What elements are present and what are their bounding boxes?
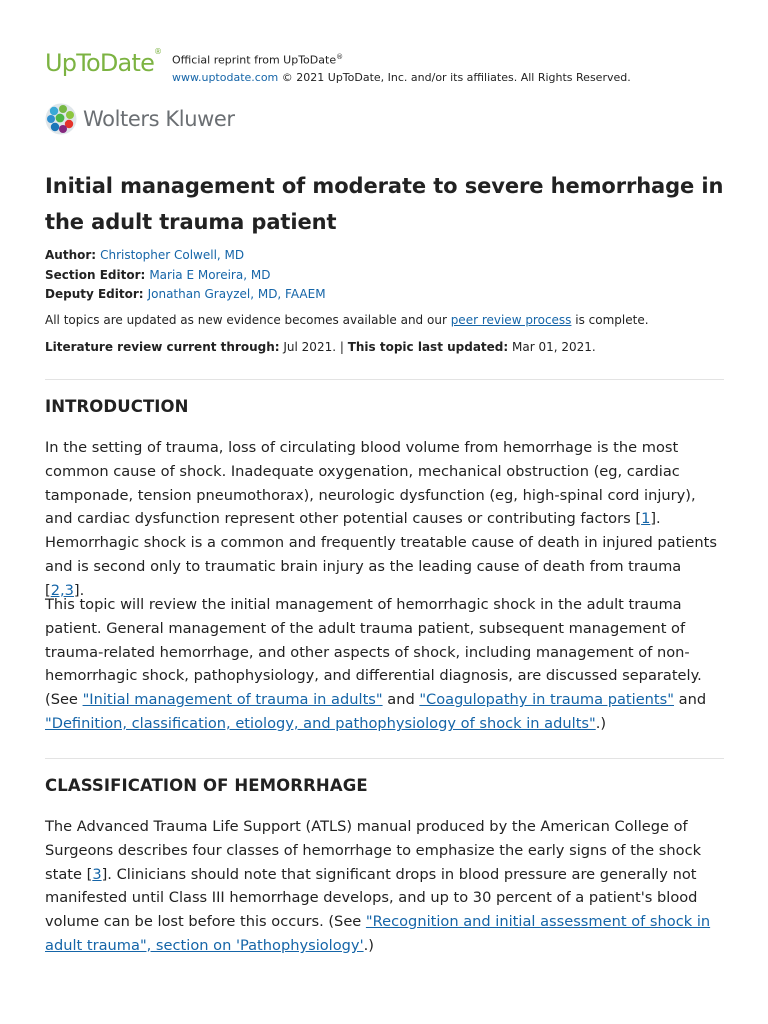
wolters-kluwer-mark-icon — [45, 103, 77, 135]
peer-review-link[interactable]: peer review process — [450, 313, 572, 327]
classification-heading: CLASSIFICATION OF HEMORRHAGE — [45, 776, 368, 795]
author-label: Author: — [45, 248, 97, 262]
copyright-text: © 2021 UpToDate, Inc. and/or its affiliates. All Rights Reserved. — [278, 70, 631, 84]
section-editor-row — [45, 266, 326, 286]
lit-review-label: Literature review current through: — [45, 340, 280, 354]
reprint-info — [172, 49, 631, 86]
update-note-post: is complete. — [571, 313, 649, 327]
date-separator: | — [336, 340, 348, 354]
update-note — [45, 312, 649, 329]
divider — [45, 379, 724, 380]
deputy-editor-label: Deputy Editor: — [45, 287, 144, 301]
author-row — [45, 246, 326, 266]
wolters-kluwer-logo[interactable] — [45, 103, 235, 135]
intro-p1-text-a: In the setting of trauma, loss of circulating blood volume from hemorrhage is the most common cause of shock. Inadequate oxygenation, mechanical obstruction (eg, cardiac tamponade, tension pneumothorax), neurologic dysfunction (eg, high-spinal cord injury), and cardiac dysfunction represent other potential causes or contributing factors [ — [45, 439, 696, 528]
section-editor-label: Section Editor: — [45, 267, 146, 282]
class-p1-text-a: The Advanced Trauma Life Support (ATLS) manual produced by the American College of Surgeons describes four classes of hemorrhage to emphasize the early signs of the shock state [ — [45, 818, 702, 883]
class-p1-text-b: ]. Clinicians should note that significant drops in blood pressure are generally not manifested until Class III hemorrhage develops, and up to 30 percent of a patient's blood volume can be lost before this occurs. (See — [45, 865, 698, 931]
article-credits — [45, 246, 326, 305]
update-note-pre: All topics are updated as new evidence becomes available and our — [45, 313, 451, 327]
link-coagulopathy-trauma[interactable]: "Coagulopathy in trauma patients" — [419, 691, 674, 709]
last-updated-value: Mar 01, 2021. — [508, 340, 596, 354]
deputy-editor-link[interactable]: Jonathan Grayzel, MD, FAAEM — [147, 287, 326, 301]
divider — [45, 758, 724, 759]
introduction-paragraph-2 — [45, 593, 725, 736]
reprint-line: Official reprint from UpToDate — [172, 53, 337, 67]
uptodate-logo[interactable] — [45, 49, 161, 77]
intro-p1-text-b: ]. Hemorrhagic shock is a common and frequently treatable cause of death in injured patients and is second only to traumatic brain injury as the leading cause of death from trauma [ — [45, 510, 717, 599]
uptodate-logo-reg: ® — [154, 47, 162, 56]
intro-p2-end: .) — [595, 714, 607, 732]
link-initial-management-trauma[interactable]: "Initial management of trauma in adults" — [82, 691, 383, 709]
deputy-editor-row — [45, 285, 326, 305]
reprint-header — [45, 47, 725, 87]
intro-p2-and-1: and — [382, 691, 420, 709]
class-p1-end: .) — [363, 936, 374, 954]
section-editor-link[interactable]: Maria E Moreira, MD — [149, 267, 271, 282]
classification-paragraph — [45, 815, 725, 958]
link-recognition-shock[interactable]: "Recognition and initial assessment of shock in adult trauma", section on 'Pathophysiology' — [45, 913, 711, 954]
introduction-paragraph-1 — [45, 436, 725, 603]
last-updated-label: This topic last updated: — [347, 340, 509, 354]
article-title: Initial management of moderate to severe hemorrhage in the adult trauma patient — [45, 174, 724, 234]
intro-p2-text-a: This topic will review the initial management of hemorrhagic shock in the adult trauma patient. General management of the adult trauma patient, subsequent management of trauma-related hemorrhage, and other aspects of shock, including management of non-hemorrhagic shock, pathophysiology, and differential diagnosis, are discussed separately. (See — [45, 596, 702, 709]
author-link[interactable]: Christopher Colwell, MD — [100, 248, 245, 262]
introduction-heading: INTRODUCTION — [45, 397, 189, 416]
link-shock-definition[interactable]: "Definition, classification, etiology, and pathophysiology of shock in adults" — [45, 714, 596, 732]
reference-link-1[interactable]: 1 — [641, 510, 651, 528]
reference-link-2-3[interactable]: 2,3 — [50, 581, 74, 599]
review-dates — [45, 339, 596, 356]
uptodate-site-link[interactable]: www.uptodate.com — [172, 70, 279, 84]
uptodate-logo-text: UpToDate — [45, 49, 155, 77]
wolters-kluwer-text: Wolters Kluwer — [83, 107, 235, 131]
reference-link-3[interactable]: 3 — [92, 865, 102, 883]
reprint-reg: ® — [336, 53, 344, 61]
lit-review-value: Jul 2021. — [279, 340, 337, 354]
intro-p2-and-2: and — [673, 691, 707, 709]
intro-p1-text-c: ]. — [73, 581, 85, 599]
